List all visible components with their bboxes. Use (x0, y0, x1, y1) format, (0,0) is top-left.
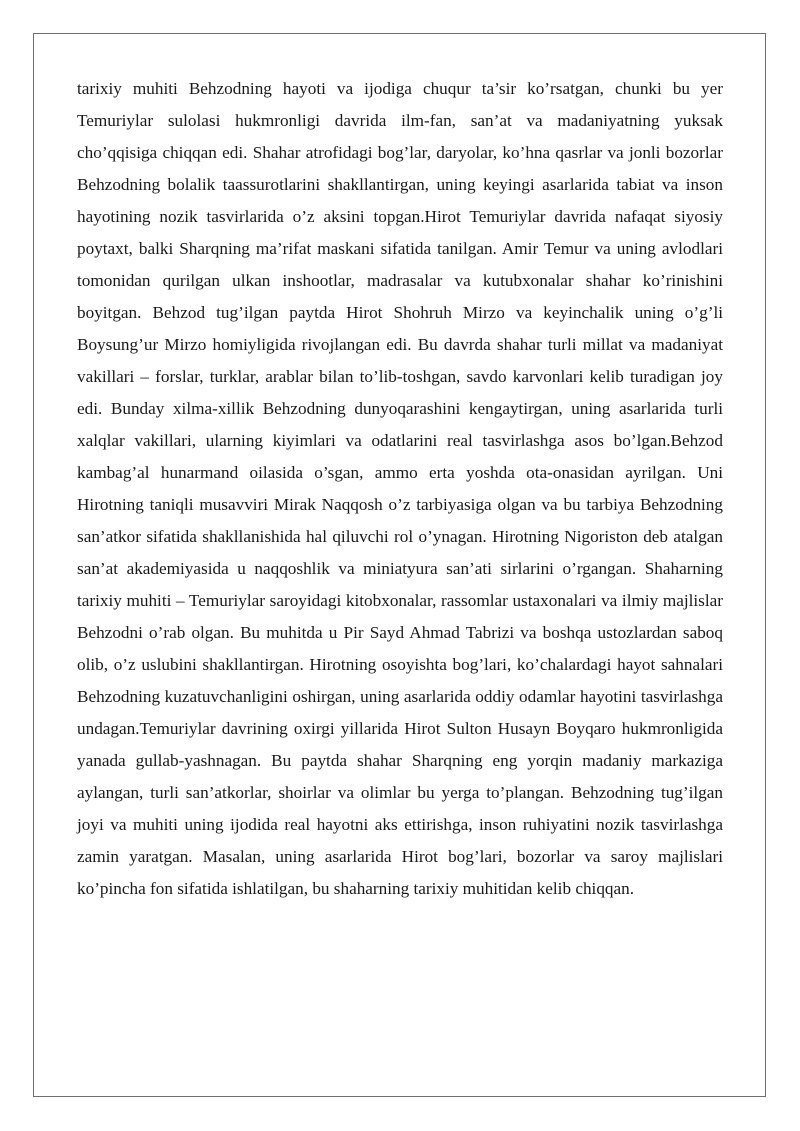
body-paragraph: tarixiy muhiti Behzodning hayoti va ijodiga chuqur ta’sir ko’rsatgan, chunki bu yer Temuriylar sulolasi hukmronligi davrida ilm-fan, san’at va madaniyatning yuksak cho’qqisiga chiqqan edi. Shahar atrofidagi bog’lar, daryolar, ko’hna qasrlar va jonli bozorlar Behzodning bolalik taassurotlarini shakllantirgan, uning keyingi asarlarida tabiat va inson hayotining nozik tasvirlarida o’z aksini topgan.Hirot Temuriylar davrida nafaqat siyosiy poytaxt, balki Sharqning ma’rifat maskani sifatida tanilgan. Amir Temur va uning avlodlari tomonidan qurilgan ulkan inshootlar, madrasalar va kutubxonalar shahar ko’rinishini boyitgan. Behzod tug’ilgan paytda Hirot Shohruh Mirzo va keyinchalik uning o’g’li Boysung’ur Mirzo homiyligida rivojlangan edi. Bu davrda shahar turli millat va madaniyat vakillari – forslar, turklar, arablar bilan to’lib-toshgan, savdo karvonlari kelib turadigan joy edi. Bunday xilma-xillik Behzodning dunyoqarashini kengaytirgan, uning asarlarida turli xalqlar vakillari, ularning kiyimlari va odatlarini real tasvirlashga asos bo’lgan.Behzod kambag’al hunarmand oilasida o’sgan, ammo erta yoshda ota-onasidan ayrilgan. Uni Hirotning taniqli musavviri Mirak Naqqosh o’z tarbiyasiga olgan va bu tarbiya Behzodning san’atkor sifatida shakllanishida hal qiluvchi rol o’ynagan. Hirotning Nigoriston deb atalgan san’at akademiyasida u naqqoshlik va miniatyura san’ati sirlarini o’rgangan. Shaharning tarixiy muhiti – Temuriylar saroyidagi kitobxonalar, rassomlar ustaxonalari va ilmiy majlislar Behzodni o’rab olgan. Bu muhitda u Pir Sayd Ahmad Tabrizi va boshqa ustozlardan saboq olib, o’z uslubini shakllantirgan. Hirotning osoyishta bog’lari, ko’chalardagi hayot sahnalari Behzodning kuzatuvchanligini oshirgan, uning asarlarida oddiy odamlar hayotini tasvirlashga undagan.Temuriylar davrining oxirgi yillarida Hirot Sulton Husayn Boyqaro hukmronligida yanada gullab-yashnagan. Bu paytda shahar Sharqning eng yorqin madaniy markaziga aylangan, turli san’atkorlar, shoirlar va olimlar bu yerga to’plangan. Behzodning tug’ilgan joyi va muhiti uning ijodida real hayotni aks ettirishga, inson ruhiyatini nozik tasvirlashga zamin yaratgan. Masalan, uning asarlarida Hirot bog’lari, bozorlar va saroy majlislari ko’pincha fon sifatida ishlatilgan, bu shaharning tarixiy muhitidan kelib chiqqan. (77, 79, 723, 898)
